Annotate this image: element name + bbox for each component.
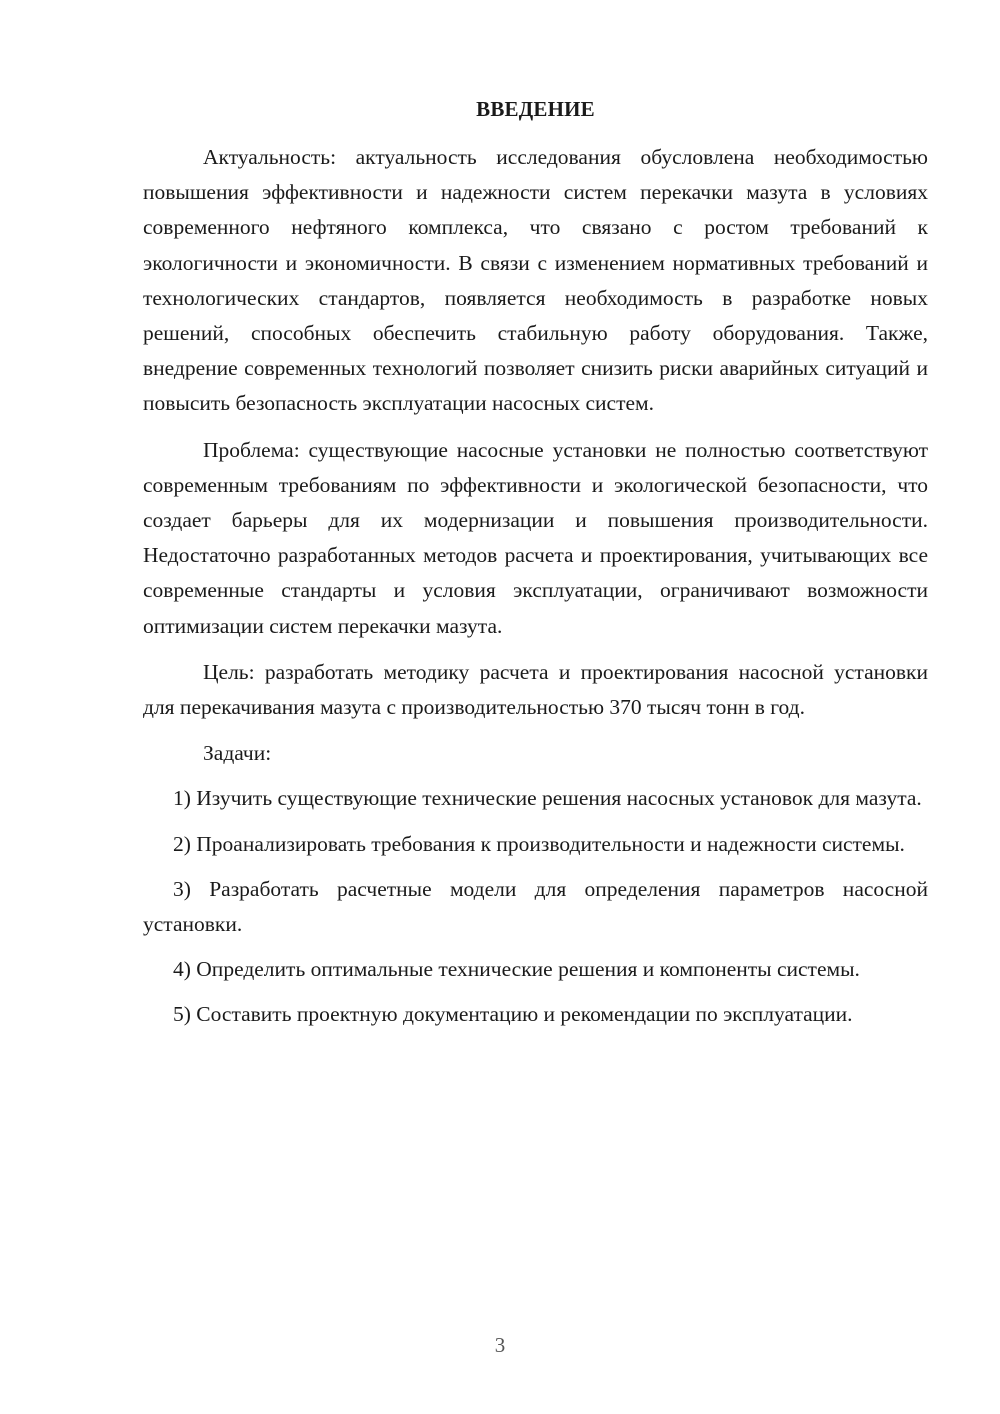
task-item: 1) Изучить существующие технические решения насосных установок для мазута. <box>173 786 922 811</box>
task-item: 4) Определить оптимальные технические решения и компоненты системы. <box>173 957 860 982</box>
page-number: 3 <box>494 1333 506 1357</box>
paragraph-problem: Проблема: существующие насосные установки не полностью соответствуют современным требованиям по эффективности и экологической безопасности, что создает барьеры для их модернизации и повышения производительности. Недостаточно разработанных методов расчета и проектирования, учитывающих все современные стандарты и условия эксплуатации, ограничивают возможности оптимизации систем перекачки мазута. <box>143 437 928 638</box>
task-item: 2) Проанализировать требования к производительности и надежности системы. <box>173 831 905 856</box>
task-item: 5) Составить проектную документацию и рекомендации по эксплуатации. <box>173 1002 853 1027</box>
tasks-heading: Задачи: <box>203 741 272 766</box>
document-body <box>143 92 928 1043</box>
paragraph-goal: Цель: разработать методику расчета и проектирования насосной установки для перекачивания мазута с производительностью 370 тысяч тонн в год. <box>143 659 928 720</box>
paragraph-relevance: Актуальность: актуальность исследования обусловлена необходимостью повышения эффективности и надежности систем перекачки мазута в условиях современного нефтяного комплекса, что связано с ростом требований к экологичности и экономичности. В связи с изменением нормативных требований и технологических стандартов, появляется необходимость в разработке новых решений, способных обеспечить стабильную работу оборудования. Также, внедрение современных технологий позволяет снизить риски аварийных ситуаций и повысить безопасность эксплуатации насосных систем. <box>143 145 928 416</box>
task-item: 3) Разработать расчетные модели для определения параметров насосной установки. <box>143 876 928 937</box>
section-title: ВВЕДЕНИЕ <box>476 97 595 121</box>
